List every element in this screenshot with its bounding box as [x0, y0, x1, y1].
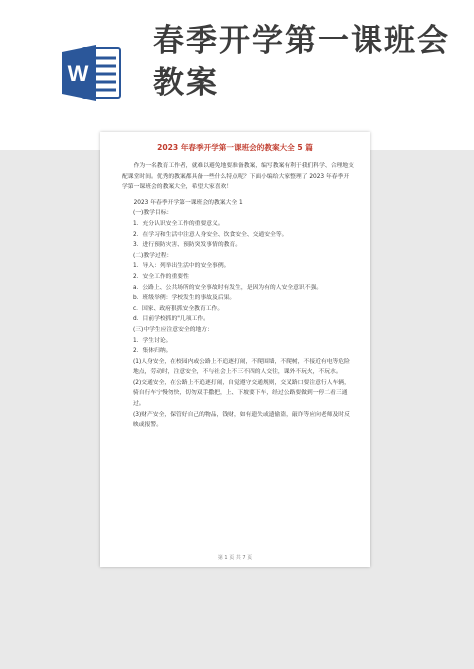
- list-item: d．目前学校抓的"几项工作。: [133, 316, 209, 323]
- list-item: 1．学生讨论。: [133, 337, 172, 344]
- document-banner: [0, 0, 474, 150]
- word-document-icon: [62, 42, 122, 104]
- list-item: (1)人身安全，在校园内或公路上不追逐打闹，不爬围墙，不爬树，不接近有电等危险地点，劳动时，注意安全，不与社会上不三不四的人交往，课外不玩火，不玩水。: [133, 358, 350, 376]
- list-item: 3．进行预防灾害、预防突发事情的教育。: [133, 242, 242, 249]
- document-preview-area: [0, 143, 474, 669]
- banner-title: 春季开学第一课班会教案: [153, 23, 450, 101]
- list-item: a．公路上、公共场所的安全事故时有发生，是因为有的人安全意识不强。: [133, 284, 323, 291]
- list-item: 2．在学习和生活中注意人身安全、饮食安全、交通安全等。: [133, 231, 288, 238]
- list-item: 2．安全工作的重要性: [133, 273, 189, 280]
- document-body: [122, 161, 354, 431]
- list-item: 2．集体归纳。: [133, 348, 172, 355]
- list-item: 1．导入：列举出生活中的安全事例。: [133, 263, 230, 270]
- document-page: [100, 132, 370, 567]
- list-item: b．班级举例：学校发生的事故及后果。: [133, 295, 236, 302]
- document-title: 2023 年春季开学第一课班会的教案大全 5 篇: [157, 143, 313, 152]
- list-item: (3)财产安全，保管好自己的物品，钱财，如有遗失或遗偷盗，敲诈等应向老师及时反映或报警。: [133, 411, 350, 429]
- section-heading: 2023 年春季开学第一课班会的教案大全 1: [133, 199, 243, 206]
- intro-paragraph: 作为一名教育工作者，就难以避免地要准备教案，编写教案有利于我们科学、合理地支配课堂时间。优秀的教案都具备一些什么特点呢？下面小编给大家整理了 2023 年春季开学第一课班会的教案大全，希望大家喜欢！: [122, 163, 354, 191]
- list-item: (三)中学生应注意安全的地方：: [133, 326, 213, 333]
- list-item: (二)教学过程：: [133, 252, 173, 259]
- list-item: c．国家、政府狠抓安全教育工作。: [133, 305, 224, 312]
- page-number: 第 1 页 共 7 页: [217, 555, 253, 561]
- list-item: (2)交通安全，在公路上不追逐打闹，自觉遵守交通规则，交叉路口要注意行人车辆，骑自行车宁慢勿快，切勿双手撒把，上、下坡要下车，经过公路要做到一停二看三通过。: [133, 379, 350, 408]
- list-item: 1．充分认识安全工作的重要意义。: [133, 220, 224, 227]
- list-item: (一)教学目标：: [133, 210, 173, 217]
- word-logo-letter: W: [67, 61, 89, 86]
